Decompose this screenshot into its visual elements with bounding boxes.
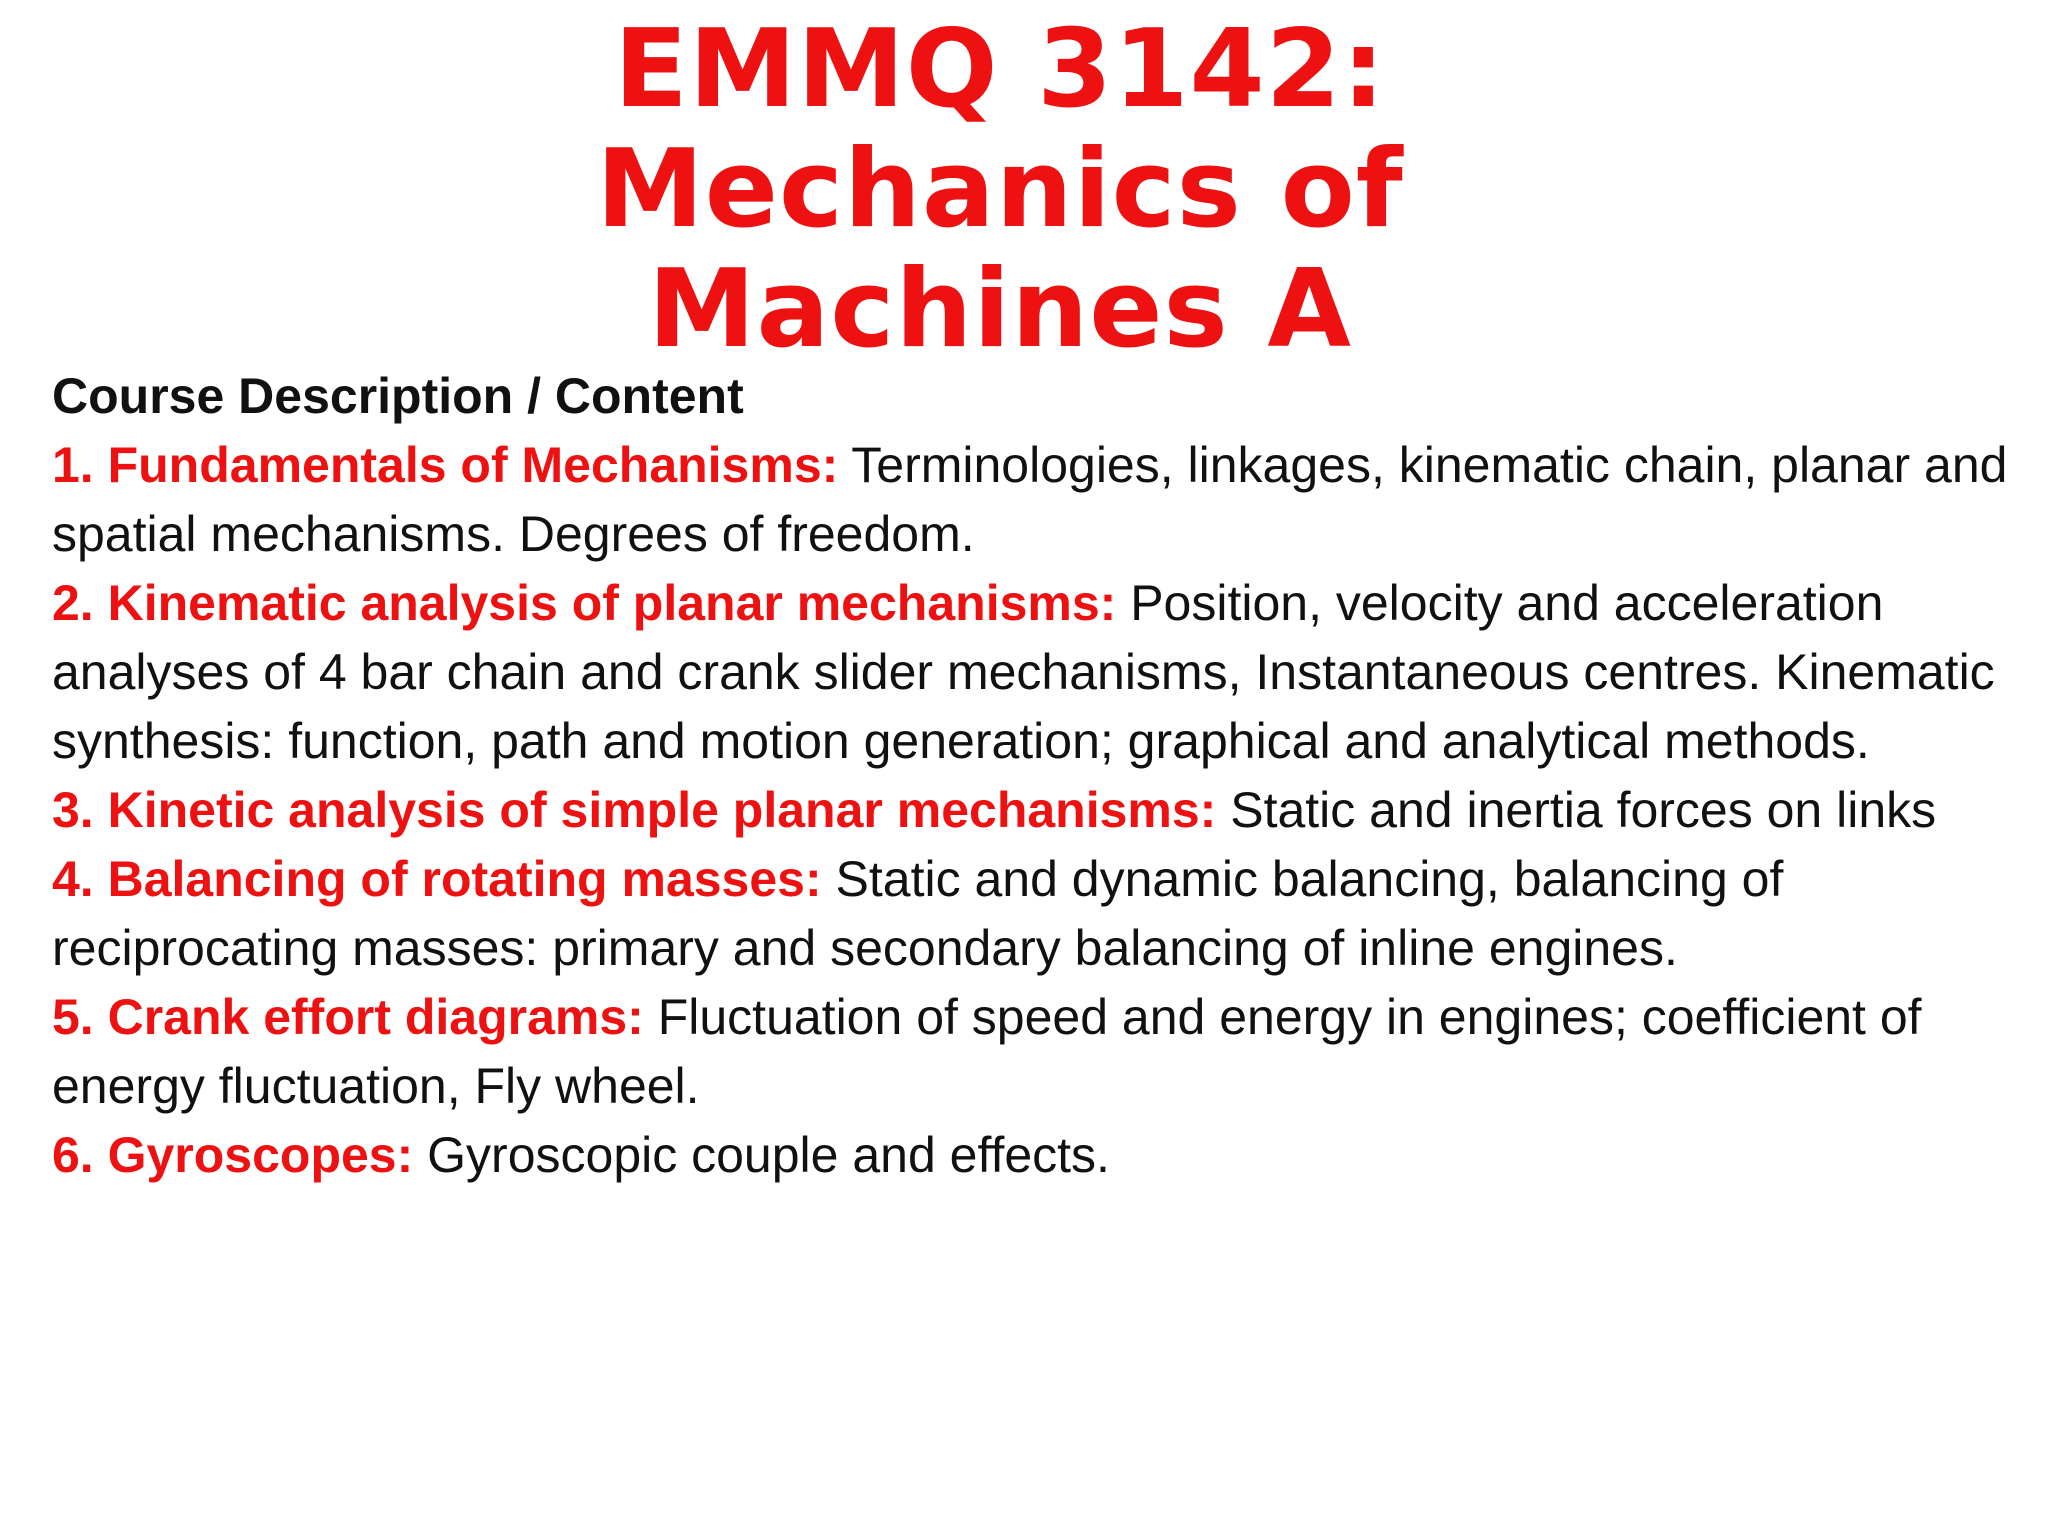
item-heading: 6. Gyroscopes: xyxy=(52,1127,414,1183)
course-content xyxy=(52,362,2020,1190)
content-item-kinetic-analysis xyxy=(52,776,2020,845)
slide-title-line-2: Machines A xyxy=(648,247,1352,372)
item-heading: 3. Kinetic analysis of simple planar mechanisms: xyxy=(52,782,1217,838)
item-description: Static and inertia forces on links xyxy=(1216,782,1937,838)
item-heading: 2. Kinematic analysis of planar mechanisms: xyxy=(52,575,1117,631)
item-description: Terminologies, linkages, kinematic chain, planar and spatial mechanisms. Degrees of freedom. xyxy=(52,437,2008,562)
item-heading: 5. Crank effort diagrams: xyxy=(52,989,644,1045)
content-item-fundamentals xyxy=(52,431,2020,569)
slide-title xyxy=(300,7,1700,372)
content-item-crank-effort xyxy=(52,983,2020,1121)
item-description: Position, velocity and acceleration analyses of 4 bar chain and crank slider mechanisms, Instantaneous centres. Kinematic synthesis: function, path and motion generation; graphical and analytical methods. xyxy=(52,575,1995,769)
item-description: Static and dynamic balancing, balancing of reciprocating masses: primary and secondary balancing of inline engines. xyxy=(52,851,1784,976)
item-description: Gyroscopic couple and effects. xyxy=(413,1127,1110,1183)
content-item-balancing xyxy=(52,845,2020,983)
content-item-kinematic-analysis xyxy=(52,569,2020,776)
section-heading: Course Description / Content xyxy=(52,368,744,424)
item-heading: 1. Fundamentals of Mechanisms: xyxy=(52,437,839,493)
item-description: Fluctuation of speed and energy in engines; coefficient of energy fluctuation, Fly wheel. xyxy=(52,989,1922,1114)
content-item-gyroscopes xyxy=(52,1121,2020,1190)
item-heading: 4. Balancing of rotating masses: xyxy=(52,851,822,907)
slide-title-line-1: EMMQ 3142: Mechanics of xyxy=(596,7,1404,252)
